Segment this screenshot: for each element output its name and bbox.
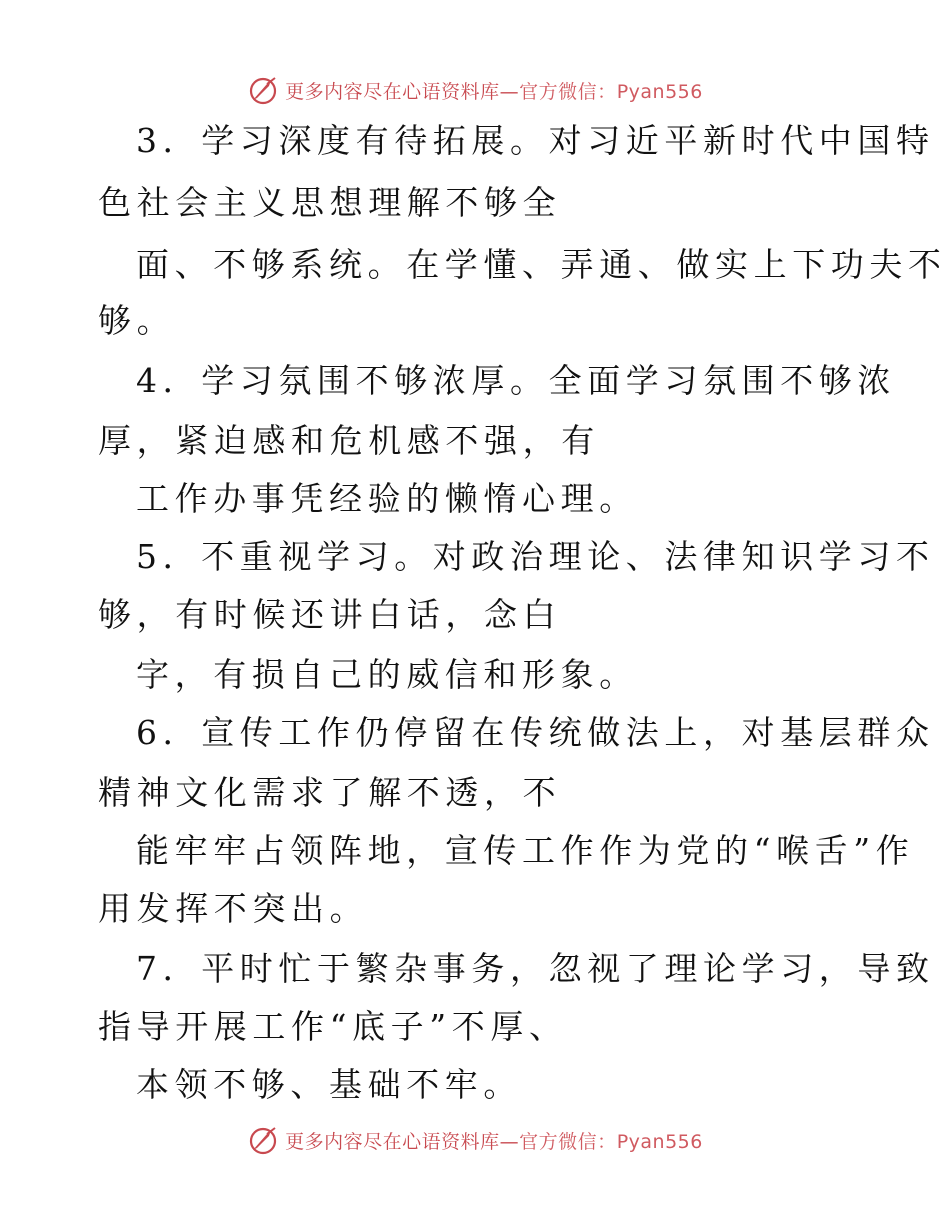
text-line: 够。 xyxy=(98,301,176,340)
quill-logo-icon xyxy=(247,74,279,106)
text-line: 精神文化需求了解不透，不 xyxy=(98,773,562,812)
text-line: 够，有时候还讲白话，念白 xyxy=(98,595,562,634)
banner-wechat-id: Pyan556 xyxy=(616,80,703,103)
banner-main-text: 更多内容尽在心语资料库 xyxy=(285,1130,500,1153)
text-line: 指导开展工作“底子”不厚、 xyxy=(98,1007,568,1046)
text-line: 工作办事凭经验的懒惰心理。 xyxy=(136,479,638,518)
text-line: 用发挥不突出。 xyxy=(98,889,369,928)
text-line: 7．平时忙于繁杂事务，忽视了理论学习，导致 xyxy=(136,949,935,988)
text-line: 面、不够系统。在学懂、弄通、做实上下功夫不 xyxy=(136,245,947,284)
header-banner xyxy=(0,70,950,110)
banner-separator: — xyxy=(499,1130,520,1153)
banner-wechat-label: 官方微信： xyxy=(519,80,617,103)
quill-logo-icon xyxy=(247,1124,279,1156)
banner-wechat-id: Pyan556 xyxy=(616,1130,703,1153)
text-line: 字，有损自己的威信和形象。 xyxy=(136,655,638,694)
text-line: 厚，紧迫感和危机感不强，有 xyxy=(98,421,600,460)
text-line: 3．学习深度有待拓展。对习近平新时代中国特 xyxy=(136,121,935,160)
text-line: 6．宣传工作仍停留在传统做法上，对基层群众 xyxy=(136,713,935,752)
banner-text xyxy=(285,77,703,104)
text-line: 5．不重视学习。对政治理论、法律知识学习不 xyxy=(136,537,935,576)
text-line: 4．学习氛围不够浓厚。全面学习氛围不够浓 xyxy=(136,361,896,400)
text-line: 能牢牢占领阵地，宣传工作作为党的“喉舌”作 xyxy=(136,831,915,870)
banner-wechat-label: 官方微信： xyxy=(519,1130,617,1153)
footer-banner xyxy=(0,1120,950,1160)
banner-main-text: 更多内容尽在心语资料库 xyxy=(285,80,500,103)
banner-separator: — xyxy=(499,80,520,103)
text-line: 本领不够、基础不牢。 xyxy=(136,1065,522,1104)
banner-text xyxy=(285,1127,703,1154)
text-line: 色社会主义思想理解不够全 xyxy=(98,183,562,222)
